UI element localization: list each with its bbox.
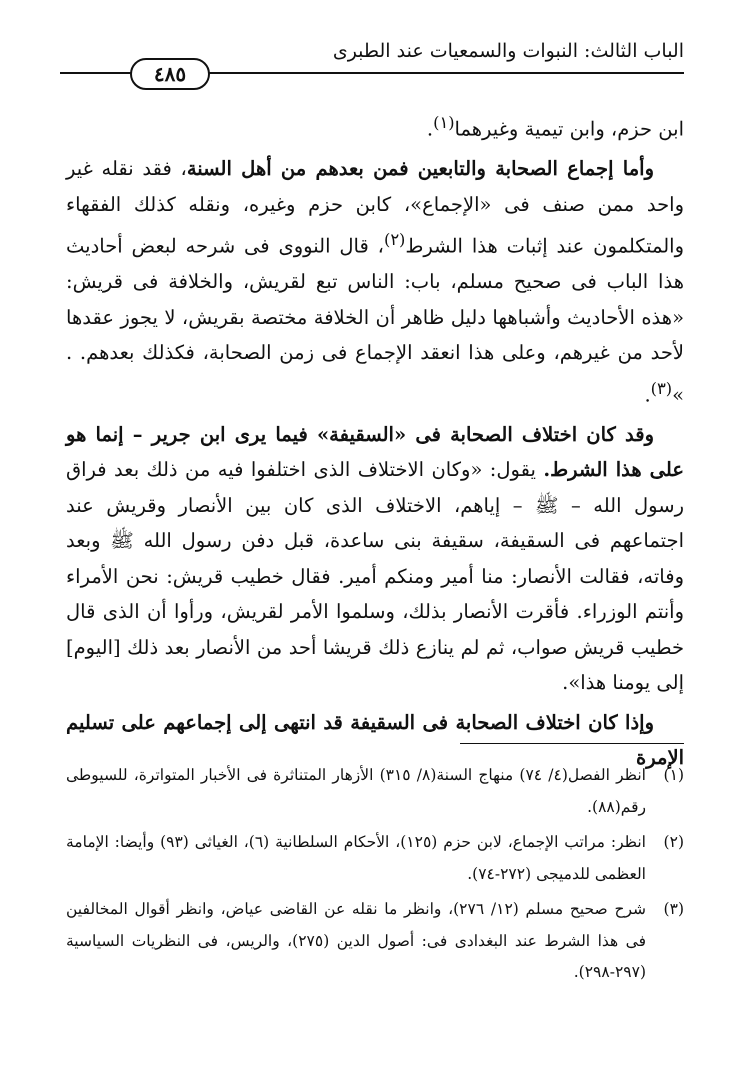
- paragraph-consensus: وأما إجماع الصحابة والتابعين فمن بعدهم من أهل السنة، فقد نقله غير واحد ممن صنف فى «الإجماع»، كابن حزم وغيره، ونقله كذلك الفقهاء والمتكلمون عند إثبات هذا الشرط$^{(٢)}$، قال النووى فى شرحه لبعض أحاديث هذا الباب فى صحيح مسلم، باب: الناس تبع لقريش، والخلافة فى قريش: «هذه الأحاديث وأشباهها دليل ظاهر أن الخلافة مختصة بقريش، لا يجوز عقدها لأحد من غيرهم، وعلى هذا انعقد الإجماع فى زمن الصحابة، فكذلك بعدهم. . »$^{(٣)}$.: [66, 157, 684, 406]
- footnote-text: انظر الفصل(٤/ ٧٤) منهاج السنة(٨/ ٣١٥) الأزهار المتناثرة فى الأخبار المتواترة، للسيوطى رقم(٨٨).: [66, 766, 646, 816]
- footnote-ref-1: (١): [433, 113, 455, 132]
- footnote-ref-3: (٣): [650, 378, 673, 398]
- text-run: ابن حزم، وابن تيمية وغيرهما: [454, 117, 684, 141]
- running-header-title: الباب الثالث: النبوات والسمعيات عند الطبرى: [332, 40, 684, 62]
- footnote-number: (١): [663, 766, 684, 784]
- footnote-text: انظر: مراتب الإجماع، لابن حزم (١٢٥)، الأحكام السلطانية (٦)، الغياثى (٩٣) وأيضا: الإمامة العظمى للدميجى (٢٧٢-٧٤).: [66, 833, 646, 883]
- footnote-number: (٣): [663, 900, 684, 918]
- bold-lead-in: وإذا كان اختلاف الصحابة فى السقيفة قد انتهى إلى إجماعهم على تسليم الإمرة: [66, 710, 684, 769]
- page-number: ٤٨٥: [130, 58, 210, 90]
- footnote-number: (٢): [663, 833, 684, 851]
- paragraph-continuation: ابن حزم، وابن تيمية وغيرهما$^{(١)}$.: [426, 113, 684, 141]
- text-run: ، فقد نقله غير واحد ممن صنف فى «الإجماع»، كابن حزم وغيره، ونقله كذلك الفقهاء والمتكلمون عند إثبات هذا الشرط: [66, 157, 684, 258]
- footnotes: [66, 760, 684, 989]
- footnote-ref-2: (٢): [383, 230, 406, 249]
- main-text: [66, 105, 684, 776]
- bold-lead-in: وأما إجماع الصحابة والتابعين فمن بعدهم من أهل السنة: [186, 157, 654, 180]
- footnote: [66, 894, 684, 989]
- text-run: ، قال النووى فى شرحه لبعض أحاديث هذا الباب فى صحيح مسلم، باب: الناس تبع لقريش، والخلافة فى قريش: «هذه الأحاديث وأشباهها دليل ظاهر أن الخلافة مختصة بقريش، لا يجوز عقدها لأحد من غيرهم، وعلى هذا انعقد الإجماع فى زمن الصحابة، فكذلك بعدهم. . »: [66, 234, 684, 406]
- footnote: [66, 827, 684, 890]
- paragraph-saqifa: [66, 417, 684, 701]
- bold-lead-in: وقد كان اختلاف الصحابة فى «السقيفة» فيما يرى ابن جرير – إنما هو على هذا الشرط.: [66, 422, 684, 481]
- footnote-text: شرح صحيح مسلم (١٢/ ٢٧٦)، وانظر ما نقله عن القاضى عياض، وانظر أقوال المخالفين فى هذا الشرط عند البغدادى فى: أصول الدين (٢٧٥)، والريس، فى النظريات السياسية (٢٩٧-٢٩٨).: [66, 900, 646, 981]
- footnote: [66, 760, 684, 823]
- text-run: يقول: «وكان الاختلاف الذى اختلفوا فيه من ذلك بعد فراق رسول الله – ﷺ – إياهم، الاختلاف الذى كان بين الأنصار وقريش عند اجتماعهم فى السقيفة، سقيفة بنى ساعدة، قبل دفن رسول الله ﷺ وبعد وفاته، فقالت الأنصار: منا أمير ومنكم أمير. فقال خطيب قريش: نحن الأمراء وأنتم الوزراء. فأقرت الأنصار بذلك، وسلموا الأمر لقريش، ورأوا أن الذى قال خطيب قريش صواب، ثم لم ينازع ذلك قريشا أحد من الأنصار بعد ذلك [اليوم] إلى يومنا هذا».: [66, 458, 684, 694]
- footnote-separator: [460, 743, 684, 744]
